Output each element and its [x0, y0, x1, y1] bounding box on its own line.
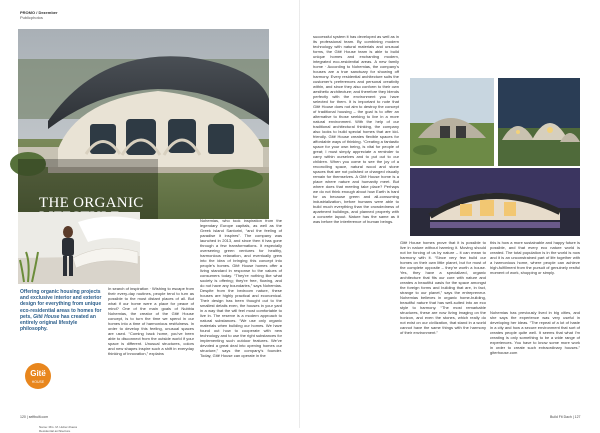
right-page: [300, 0, 600, 428]
interior-image: [18, 212, 140, 284]
right-column-a: [313, 34, 399, 414]
right-column-b-text: Gitë House homes prove that it is possible to live in nature without harming it. Moving should not be forcing of us by nature – it can mean to harmony with it. “Since very few build our homes on their own little planet, but for most of the complete opposite – they’re worth a house. Yes, they have a specialized, organic architecture that fits our core with nature and creates a beautiful oasis for the space amongst the foreign forms and building that are, in fact, strange to our planet,” says the entrepreneur. Nohemias believes in organic home-building, beautiful nature that has well-suited into an eco style to harmony. “The most remarkable structures, these are now living imaging on the horizon, and even the stones, which really do not exist on our civilization, that stand in a world cannot have the same things with the harmony of their environment.”: [400, 240, 486, 335]
lede-text-end: has created an entirely original lifestyle philosophy.: [20, 314, 96, 332]
interior-caption-line2: Residential architecture: [39, 430, 77, 433]
right-column-c: [490, 240, 580, 306]
interior-caption: [39, 426, 77, 433]
hero-photo: [18, 29, 269, 219]
left-column-a-text: In search of inspiration · Wishing to escape from their every-day routines, people tend to turn as possible to the most distant places of all. But what if our home were a place for peace of mind? One of the main goals of Nubbia Nohemias, the creator of the Gitë House concept, is to turn the time we spend in our homes into a time of harmonious restfulness. In order to develop this feeling, unusual spaces are used. “Coming back home, you’ve been able to disconnect from the outside world if your space is different. Unusual structures, colors and new shapes inspire such a shift in everyday thinking of innovation,” explains: [108, 286, 194, 356]
right-column-d: [490, 310, 580, 410]
night-dome-image: [410, 168, 580, 236]
logo-word1: Gitë: [30, 369, 46, 378]
right-column-a-text: successful system it has developed as well as in its professional team. By combining modern technology with natural materials and unusual forms, the Gitë House team is able to build unique homes and enchanting modern, integrated eco-residential areas. A new family home · According to Nohemias, the company’s houses are a true sanctuary for showing off harmony. Every residential architecture suits the customer’s preferences and personal creativity within, and since they also conform to their own aesthetic architecture; and therefore they blends perfectly with the environment you have selected for them. It is important to note that Gitë House does not aim to destroy the concept of traditional housing – the goal is to offer an alternative to those seeking to live in a more natural environment. With the help of our traditional architectural thinking, the company also looks to build special homes that are kid-friendly. Gitë House creates flexible spaces for affordable ways of thinking. “Creating a fantastic space for your own being, is vital for people of great; I must simply appreciate a reminder to carry within ourselves and to put out to our children. When you come to see the joy of a reconciling space, natural wood and stone spaces that are not polished or changed visually remain for themselves. A Gitë House home is a place where nature and humanity meet. But where does that meeting take place? Perhaps we do not think enough about how Earth is hard for us because green and all-consuming industrialization, before humans were able to build much everything than the crowdedness of apartment buildings, and planned property with a concrete layout. Nature has the same as it was before the interference of human beings.: [313, 34, 399, 224]
left-column-b: [200, 218, 282, 360]
footer-left: 120 | selfbuilt.com: [20, 415, 48, 419]
dome-exterior-photo: [410, 78, 494, 166]
domes-village-image: [498, 78, 580, 166]
hero-title-line1: THE ORGANIC: [39, 196, 144, 210]
left-column-a: [108, 286, 194, 358]
header-publisher: Publicphotos: [20, 15, 58, 20]
gite-house-logo: [24, 362, 52, 390]
dome-house-image: [18, 29, 269, 219]
header-issue: PROMO / Dezember: [20, 10, 58, 15]
lede-brand: Gitë House: [33, 314, 59, 320]
right-column-d-text: Nohemias has previously lived in big cities, and she says the experience was very useful in developing her ideas. “The repeat of a lot of haste in a city and how a secure environment that sort of creates people quite well. It seems that what I’m creating is only something to be a wide range of experiences. You have to know some more work in order to create such extraordinary houses.” giterhouse.com: [490, 310, 580, 355]
interior-photo: [18, 212, 140, 284]
logo-word2: HOUSE: [32, 380, 45, 384]
dome-exterior-image: [410, 78, 494, 166]
lede-paragraph: [20, 289, 104, 332]
footer-right: Build Fit Dach | 127: [550, 415, 580, 419]
night-dome-photo: [410, 168, 580, 236]
left-page: [0, 0, 300, 428]
interior-caption-line1: Name: Mrs. M. Huber-Ruess: [39, 426, 77, 430]
domes-village-photo: [498, 78, 580, 166]
right-column-b: [400, 240, 486, 410]
left-column-b-text: Nohemias, who took inspiration from the legendary Europe capitals, as well as the Greek island Santorini, “and the feeling of paradise it inspires”. The company was launched in 2013, and since then it has gone through a few transformations. It especially overseeing green ventures for healthy, harmonious relaxation, and eventually grew into the idea of bringing this concept into people’s homes. Gitë House homes offer a living standard in response to the values of consumers today. “They’re nothing like what society is offering; they’re free, flowing, and do not have any boundaries,” says Nohemias. Despite from the bedroom nature, these houses are highly practical and economical. Their design has been thought out to the smallest details even, the houses in your yard in a way that the will feel most comfortable to live in. The reserve is a modern approach to natural substances. “We use only organic materials when building our homes. We have found out how to cooperate with new technology and to use the right substances for implementing such outdoor features. We’ve devoted a great deal into opening homes our structure,” says the company’s founder. Today, Gitë House can operate in the: [200, 218, 282, 358]
right-column-c-text: this is how a more sustainable and happy future is possible, and that every eco nature world is created. The total population is in the world is now and it is an unconstrained part of life together with a harmonious home, where people can achieve high-fulfillment from the pursuit of genuinely restful moment of work, shopping or simply.: [490, 240, 580, 275]
lede-text: Offering organic housing projects and exclusive interior and exterior design for everything from unique eco-residential areas to homes for pets,: [20, 289, 101, 320]
page-header: [20, 10, 58, 20]
